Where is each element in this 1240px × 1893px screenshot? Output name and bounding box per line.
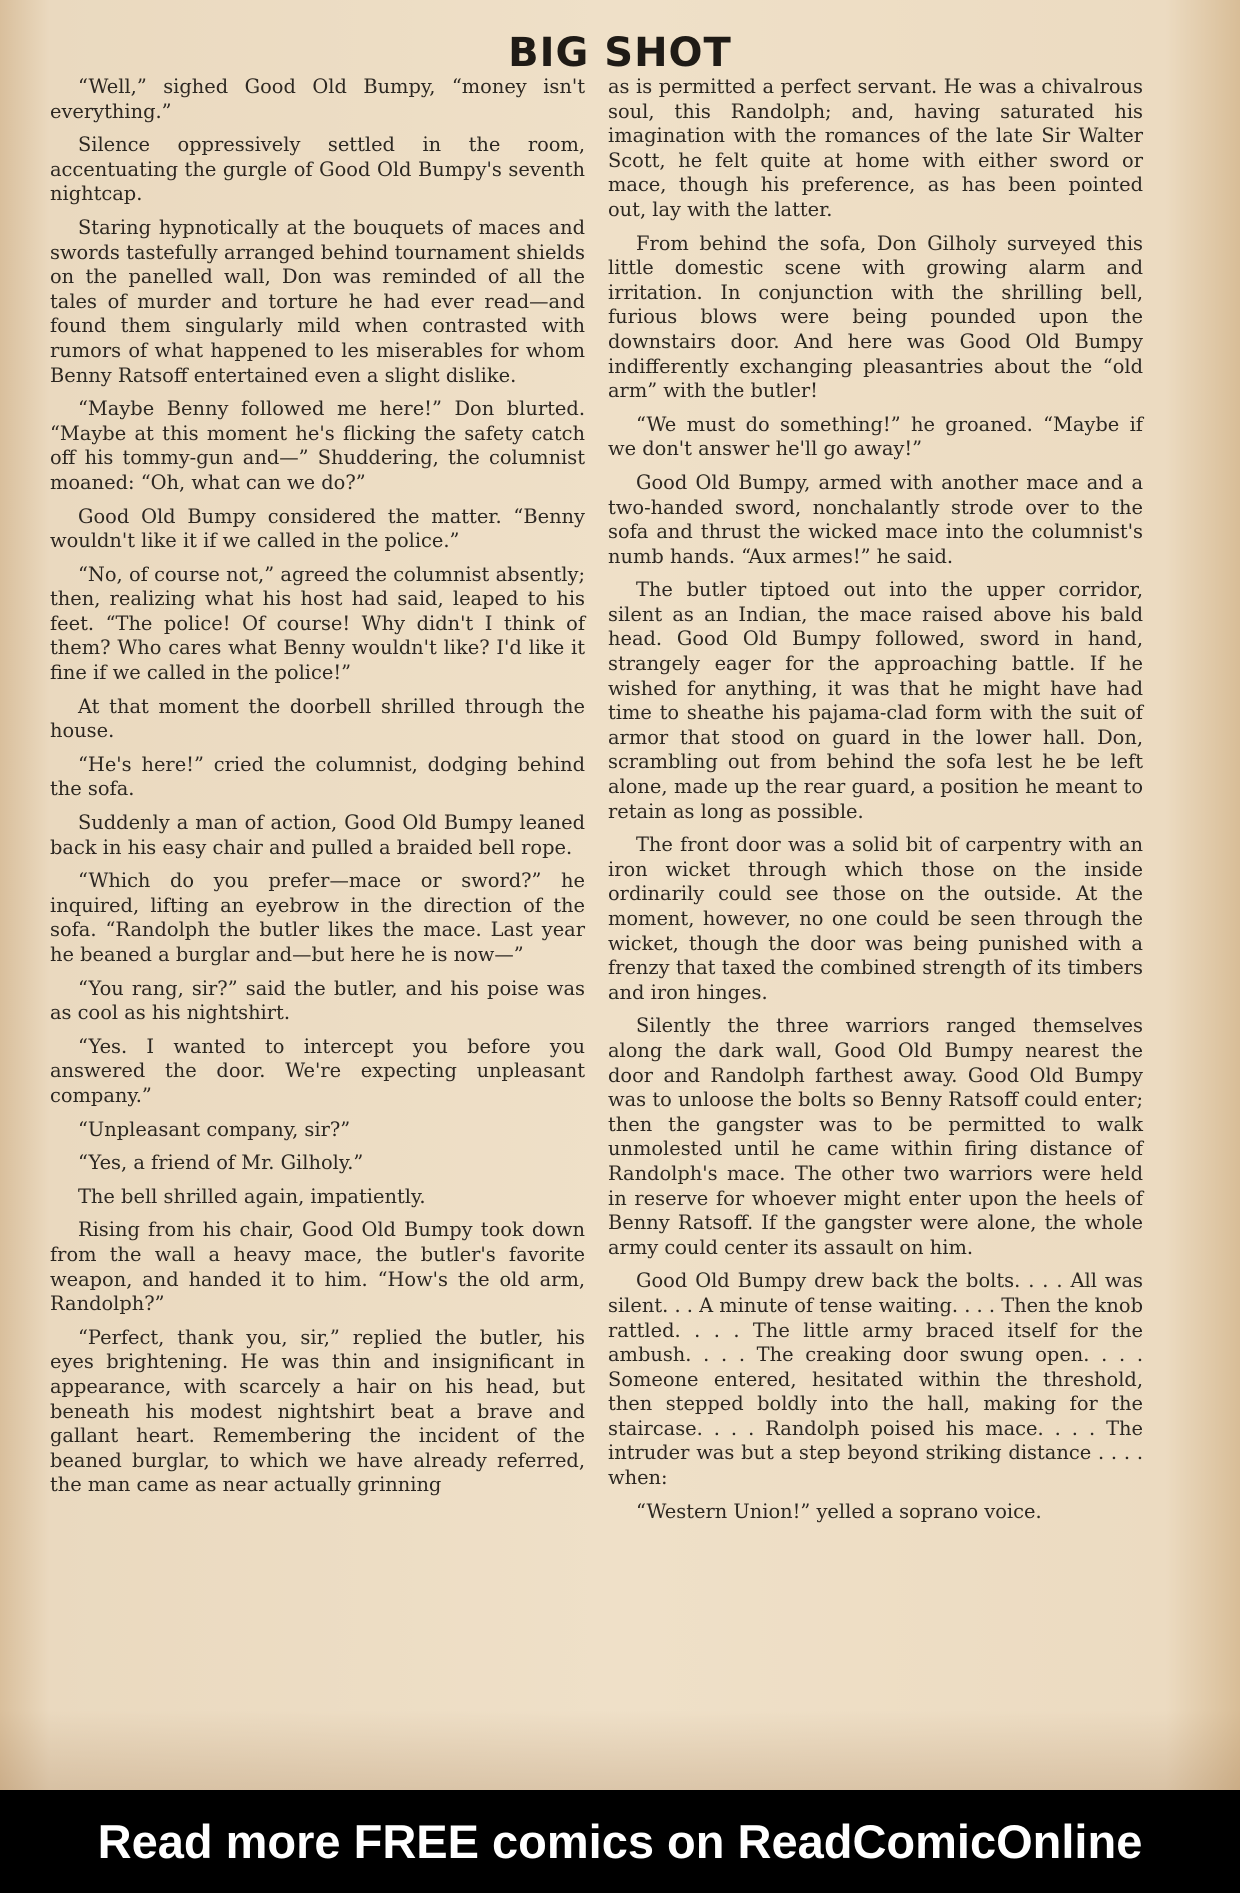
paragraph: “Yes, a friend of Mr. Gilholy.”	[78, 1151, 364, 1175]
paragraph: “Maybe Benny followed me here!” Don blurted. “Maybe at this moment he's flicking the safety catch off his tommy-gun and—” Shuddering, the columnist moaned: “Oh, what can we do?”	[50, 397, 585, 494]
left-column	[50, 75, 585, 1507]
paragraph: Silently the three warriors ranged themselves along the dark wall, Good Old Bumpy nearest the door and Randolph farthest away. Good Old Bumpy was to unloose the bolts so Benny Ratsoff could enter; then the gangster was to be permitted to walk unmolested until he came within firing distance of Randolph's mace. The other two warriors were held in reserve for whoever might enter upon the heels of Benny Ratsoff. If the gangster were alone, the whole army could center its assault on him.	[608, 1014, 1143, 1259]
paragraph: “Yes. I wanted to intercept you before you answered the door. We're expecting unpleasant company.”	[50, 1034, 585, 1107]
paragraph: Good Old Bumpy drew back the bolts. . . . All was silent. . . A minute of tense waiting. . . . Then the knob rattled. . . . The little army braced itself for the ambush. . . . The creaking door swung open. . . . Someone entered, hesitated within the threshold, then stepped boldly into the hall, making for the staircase. . . . Randolph poised his mace. . . . The intruder was but a step beyond striking distance . . . . when:	[608, 1269, 1143, 1490]
paragraph: “We must do something!” he groaned. “Maybe if we don't answer he'll go away!”	[608, 412, 1143, 461]
paragraph: Good Old Bumpy, armed with another mace and a two-handed sword, nonchalantly strode over to the sofa and thrust the wicked mace into the columnist's numb hands. “Aux armes!” he said.	[608, 470, 1143, 568]
paragraph: Staring hypnotically at the bouquets of maces and swords tastefully arranged behind tournament shields on the panelled wall, Don was reminded of all the tales of murder and torture he had ever read—and found them singularly mild when contrasted with rumors of what happened to les miserables for whom Benny Ratsoff entertained even a slight dislike.	[50, 215, 585, 387]
paragraph: “No, of course not,” agreed the columnist absently; then, realizing what his host had said, leaped to his feet. “The police! Of course! Why didn't I think of them? Who cares what Benny wouldn't like? I'd like it fine if we called in the police!”	[50, 562, 585, 685]
right-column	[608, 75, 1143, 1533]
paragraph: “Unpleasant company, sir?”	[78, 1117, 351, 1141]
paragraph: The bell shrilled again, impatiently.	[78, 1184, 426, 1208]
paragraph: “He's here!” cried the columnist, dodging behind the sofa.	[50, 752, 585, 801]
paragraph: The front door was a solid bit of carpentry with an iron wicket through which those on the inside ordinarily could see those on the outside. At the moment, however, no one could be seen through the wicket, though the door was being punished with a frenzy that taxed the combined strength of its timbers and iron hinges.	[608, 833, 1143, 1004]
paragraph: “You rang, sir?” said the butler, and his poise was as cool as his nightshirt.	[50, 976, 585, 1025]
paragraph: “Well,” sighed Good Old Bumpy, “money isn't everything.”	[50, 75, 585, 123]
paragraph: At that moment the doorbell shrilled through the house.	[50, 694, 585, 743]
paragraph: From behind the sofa, Don Gilholy surveyed this little domestic scene with growing alarm and irritation. In conjunction with the shrilling bell, furious blows were being pounded upon the downstairs door. And here was Good Old Bumpy indifferently exchanging pleasantries about the “old arm” with the butler!	[608, 231, 1143, 403]
paragraph: “Perfect, thank you, sir,” replied the butler, his eyes brightening. He was thin and insignificant in appearance, with scarcely a hair on his head, but beneath his modest nightshirt beat a brave and gallant heart. Remembering the incident of the beaned burglar, to which we have already referred, the man came as near actually grinning	[50, 1325, 585, 1497]
read-more-banner-link[interactable]: Read more FREE comics on ReadComicOnline	[0, 1790, 1240, 1893]
paragraph: The butler tiptoed out into the upper corridor, silent as an Indian, the mace raised above his bald head. Good Old Bumpy followed, sword in hand, strangely eager for the approaching battle. If he wished for anything, it was that he might have had time to sheathe his pajama-clad form with the suit of armor that stood on guard in the lower hall. Don, scrambling out from behind the sofa lest he be left alone, made up the rear guard, a position he meant to retain as long as possible.	[608, 578, 1143, 823]
paragraph: as is permitted a perfect servant. He was a chivalrous soul, this Randolph; and, having saturated his imagination with the romances of the late Sir Walter Scott, he felt quite at home with either sword or mace, though his preference, as has been pointed out, lay with the latter.	[608, 75, 1143, 221]
paragraph: Silence oppressively settled in the room, accentuating the gurgle of Good Old Bumpy's seventh nightcap.	[50, 133, 585, 206]
paragraph: “Western Union!” yelled a soprano voice.	[636, 1499, 1042, 1523]
paragraph: Suddenly a man of action, Good Old Bumpy leaned back in his easy chair and pulled a braided bell rope.	[50, 811, 585, 859]
paragraph: Rising from his chair, Good Old Bumpy took down from the wall a heavy mace, the butler's favorite weapon, and handed it to him. “How's the old arm, Randolph?”	[50, 1218, 585, 1316]
paragraph: “Which do you prefer—mace or sword?” he inquired, lifting an eyebrow in the direction of the sofa. “Randolph the butler likes the mace. Last year he beaned a burglar and—but here he is now—”	[50, 869, 585, 966]
page-edge-stain	[0, 1710, 1240, 1790]
paragraph: Good Old Bumpy considered the matter. “Benny wouldn't like it if we called in the police.”	[50, 504, 585, 553]
page-title: BIG SHOT	[508, 30, 732, 76]
